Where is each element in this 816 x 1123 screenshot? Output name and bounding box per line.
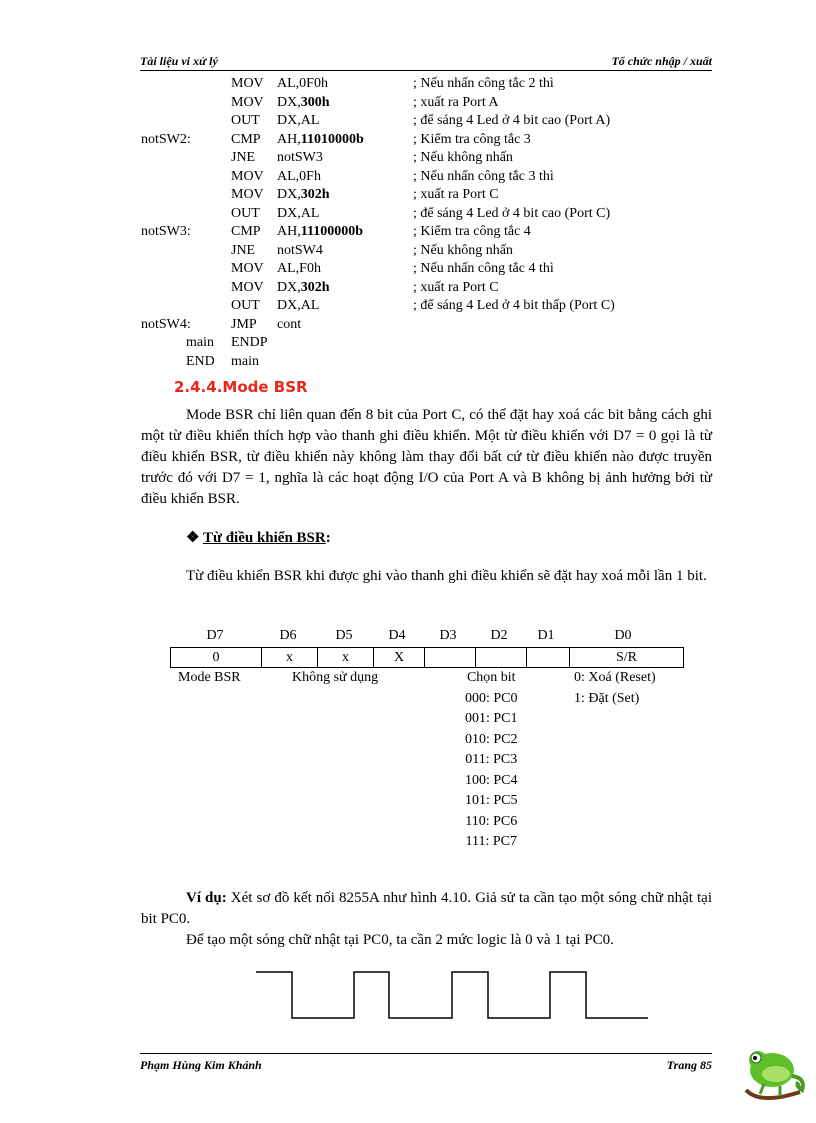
page-footer xyxy=(140,1053,712,1072)
code-op: OUT xyxy=(231,298,260,313)
code-line xyxy=(0,132,816,151)
bit-header: D4 xyxy=(388,628,406,643)
code-label: notSW4: xyxy=(141,316,191,332)
header-left: Tài liệu vi xử lý xyxy=(140,54,218,68)
code-op: JMP xyxy=(231,316,257,332)
code-line xyxy=(0,243,816,262)
code-arg-prefix: DX, xyxy=(277,94,301,110)
paragraph-bsr-word: Từ điều khiển BSR khi được ghi vào thanh ghi điều khiển sẽ đặt hay xoá mỗi lần 1 bit. xyxy=(186,568,707,584)
code-comment: ; Nếu nhấn công tắc 2 thì xyxy=(413,76,554,91)
code-line xyxy=(0,335,816,354)
code-line xyxy=(0,113,816,132)
code-arg: DX,AL xyxy=(277,113,320,128)
desc-select-bit xyxy=(465,668,518,853)
desc-set-reset xyxy=(574,668,656,709)
code-line xyxy=(0,354,816,373)
code-comment: ; Kiểm tra công tắc 3 xyxy=(413,131,531,147)
code-comment: ; xuất ra Port C xyxy=(413,279,499,295)
code-arg-prefix: AH, xyxy=(277,131,301,147)
code-op: CMP xyxy=(231,131,261,147)
code-arg-bold: 11100000b xyxy=(300,224,363,239)
code-arg: DX,AL xyxy=(277,298,320,313)
select-item: 110: PC6 xyxy=(465,813,518,829)
bit-header: D5 xyxy=(335,628,353,643)
code-arg-bold: 302h xyxy=(300,187,330,202)
select-item: 100: PC4 xyxy=(465,772,518,788)
select-item: 111: PC7 xyxy=(465,834,517,849)
code-comment: ; xuất ra Port A xyxy=(413,94,499,110)
footer-author: Phạm Hùng Kim Khánh xyxy=(140,1058,262,1072)
example-paragraph-2: Để tạo một sóng chữ nhật tại PC0, ta cần 2 mức logic là 0 và 1 tại PC0. xyxy=(186,932,614,948)
code-line xyxy=(0,150,816,169)
bullet-heading xyxy=(186,528,331,547)
code-arg: ENDP xyxy=(231,335,268,350)
select-item: 101: PC5 xyxy=(465,793,518,808)
code-line xyxy=(0,206,816,225)
code-line xyxy=(0,76,816,95)
code-line xyxy=(0,317,816,336)
code-arg: cont xyxy=(277,316,302,332)
bullet-colon: : xyxy=(325,530,331,546)
footer-page-number: Trang 85 xyxy=(666,1058,712,1072)
code-comment: ; xuất ra Port C xyxy=(413,187,499,202)
example-paragraph xyxy=(141,888,712,930)
code-comment: ; Nếu nhấn công tắc 3 thì xyxy=(413,168,554,184)
section-title: 2.4.4.Mode BSR xyxy=(174,378,308,396)
code-line xyxy=(0,261,816,280)
header-right: Tổ chức nhập / xuất xyxy=(611,54,712,68)
code-arg-bold: 302h xyxy=(300,279,330,295)
code-arg xyxy=(277,187,330,203)
code-comment: ; Nếu không nhấn xyxy=(413,150,513,165)
code-line xyxy=(0,298,816,317)
code-op: JNE xyxy=(231,242,256,258)
code-arg xyxy=(277,132,364,148)
code-op: MOV xyxy=(231,279,264,295)
code-op: MOV xyxy=(231,187,264,202)
code-comment: ; Nếu nhấn công tắc 4 thì xyxy=(413,261,554,276)
code-op: OUT xyxy=(231,113,260,128)
code-comment: ; Kiểm tra công tắc 4 xyxy=(413,224,531,239)
code-arg: DX,AL xyxy=(277,205,320,221)
code-arg: AL,0F0h xyxy=(277,76,328,91)
desc-mode-bsr: Mode BSR xyxy=(178,670,241,685)
code-line xyxy=(0,187,816,206)
bit-cell: S/R xyxy=(570,648,684,668)
bit-header: D2 xyxy=(490,628,508,643)
code-arg xyxy=(277,224,363,240)
code-arg xyxy=(277,280,330,296)
code-comment: ; Nếu không nhấn xyxy=(413,242,513,258)
chameleon-mascot-icon xyxy=(740,1030,810,1110)
example-text: Xét sơ đồ kết nối 8255A như hình 4.10. Giả sử ta cần tạo một sóng chữ nhật tại bit PC0. xyxy=(141,890,712,927)
code-comment: ; để sáng 4 Led ở 4 bit cao (Port C) xyxy=(413,205,611,221)
code-arg: AL,0Fh xyxy=(277,168,321,184)
code-arg: notSW3 xyxy=(277,150,323,165)
code-op: END xyxy=(186,353,215,369)
bit-cell: x xyxy=(262,648,318,668)
code-line xyxy=(0,95,816,114)
example-label: Ví dụ: xyxy=(186,890,227,906)
code-op: OUT xyxy=(231,205,260,221)
code-arg-bold: 11010000b xyxy=(300,131,364,147)
bullet-title: Từ điều khiển BSR xyxy=(202,530,326,546)
code-label: notSW3: xyxy=(141,224,191,239)
select-item: 011: PC3 xyxy=(465,752,518,767)
sr-item: 0: Xoá (Reset) xyxy=(574,670,656,685)
code-arg-bold: 300h xyxy=(300,94,330,110)
bit-header: D1 xyxy=(537,628,555,643)
sr-item: 1: Đặt (Set) xyxy=(574,690,640,706)
bit-cell xyxy=(476,648,527,668)
bit-cell xyxy=(425,648,476,668)
page-header xyxy=(140,54,712,71)
bsr-control-word-table xyxy=(170,647,684,668)
code-op: JNE xyxy=(231,150,256,165)
bit-header: D3 xyxy=(439,628,457,643)
bit-header: D0 xyxy=(614,628,632,643)
select-item: 000: PC0 xyxy=(465,690,518,706)
code-arg xyxy=(277,95,330,111)
code-arg: AL,F0h xyxy=(277,261,321,276)
code-label: notSW2: xyxy=(141,131,191,147)
square-wave-diagram xyxy=(256,968,656,1024)
code-line xyxy=(0,169,816,188)
code-arg-prefix: DX, xyxy=(277,279,301,295)
bit-cell: X xyxy=(374,648,425,668)
bit-header: D7 xyxy=(206,628,224,643)
code-line xyxy=(0,224,816,243)
code-op: main xyxy=(186,335,214,350)
code-op: MOV xyxy=(231,168,264,184)
bit-cell: 0 xyxy=(171,648,262,668)
select-item: 001: PC1 xyxy=(465,711,518,726)
code-op: MOV xyxy=(231,76,264,91)
code-arg: main xyxy=(231,353,259,369)
bit-cell: x xyxy=(318,648,374,668)
bit-header: D6 xyxy=(279,628,297,643)
code-arg-prefix: AH, xyxy=(277,224,301,239)
code-line xyxy=(0,280,816,299)
code-op: MOV xyxy=(231,94,264,110)
table-row xyxy=(171,648,684,668)
select-title: Chọn bit xyxy=(466,670,516,685)
code-op: CMP xyxy=(231,224,261,239)
bullet-diamond-icon: ❖ xyxy=(186,530,200,546)
code-comment: ; để sáng 4 Led ở 4 bit cao (Port A) xyxy=(413,113,611,128)
code-listing xyxy=(0,76,816,372)
select-item: 010: PC2 xyxy=(465,731,518,747)
code-op: MOV xyxy=(231,261,264,276)
code-arg-prefix: DX, xyxy=(277,187,301,202)
bit-cell xyxy=(527,648,570,668)
desc-unused: Không sử dụng xyxy=(292,670,379,685)
paragraph-mode-bsr: Mode BSR chỉ liên quan đến 8 bit của Port C, có thể đặt hay xoá các bit bằng cách ghi một từ điều khiển thích hợp vào thanh ghi điều khiển. Một từ điều khiển với D7 = 0 gọi là từ điều khiển BSR, từ điều khiển này không làm thay đổi bất cứ từ điều khiển nào được truyền trước đó với D7 = 1, nghĩa là các hoạt động I/O của Port A và B không bị ảnh hưởng bởi từ điều khiển BSR. xyxy=(141,407,712,507)
code-arg: notSW4 xyxy=(277,242,323,258)
code-comment: ; để sáng 4 Led ở 4 bit thấp (Port C) xyxy=(413,298,615,313)
